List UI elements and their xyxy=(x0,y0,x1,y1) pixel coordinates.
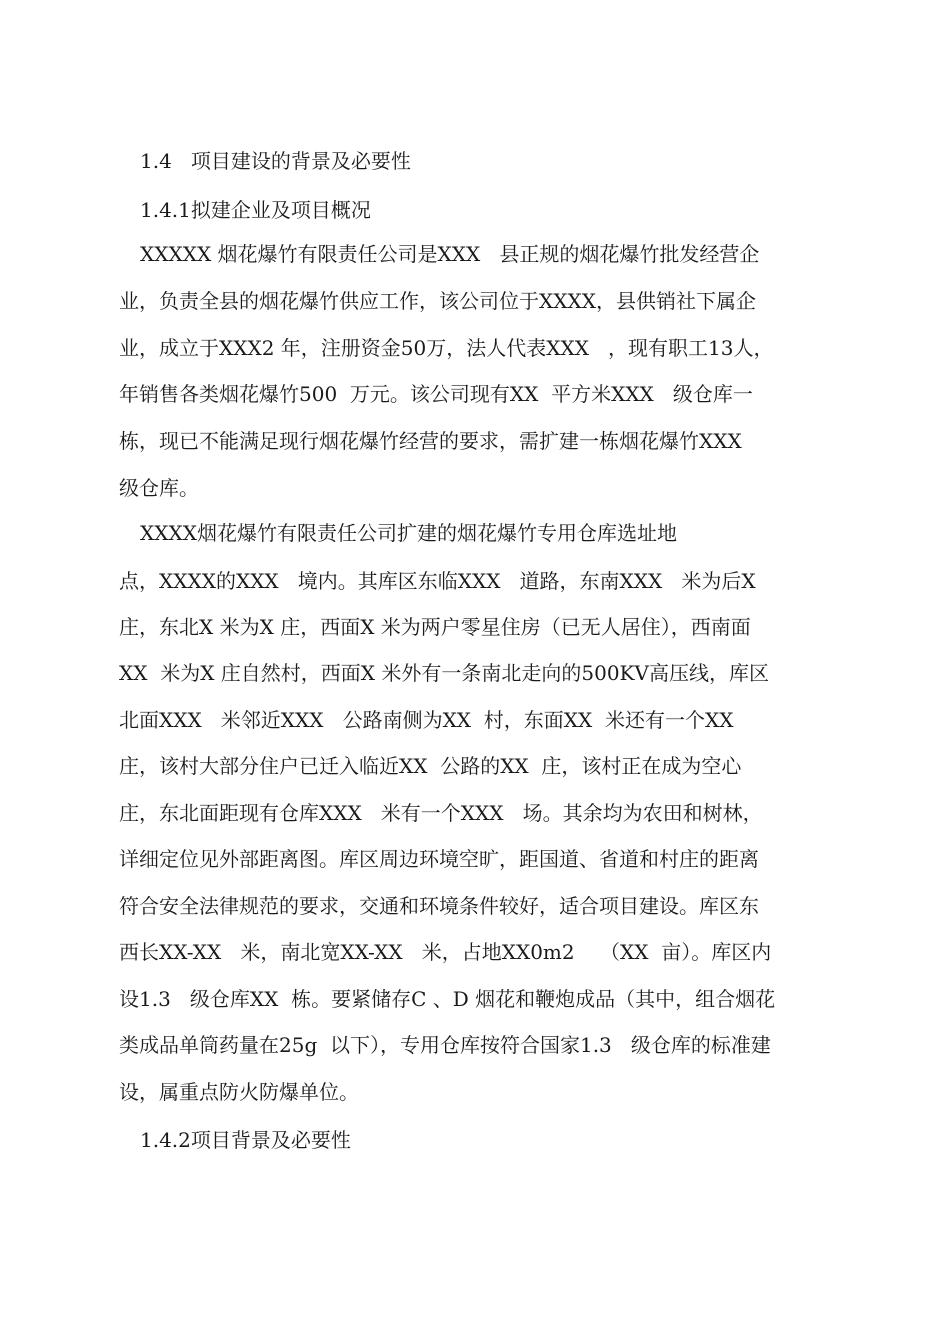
paragraph-line: 庄，东北面距现有仓库XXX 米有一个XXX 场。其余均为农田和树林， xyxy=(119,801,763,825)
paragraph-line: 设，属重点防火防爆单位。 xyxy=(119,1080,359,1104)
subsection-heading-1-4-2: 1.4.2项目背景及必要性 xyxy=(140,1128,351,1152)
paragraph-line: 设1.3 级仓库XX 栋。要紧储存C 、D 烟花和鞭炮成品（其中，组合烟花 xyxy=(119,987,776,1011)
paragraph-line: 类成品单筒药量在25g 以下），专用仓库按符合国家1.3 级仓库的标准建 xyxy=(119,1033,771,1057)
paragraph-line: 西长XX-XX 米，南北宽XX-XX 米，占地XX0m2 （XX 亩）。库区内 xyxy=(119,940,772,964)
paragraph-line: XXXXX 烟花爆竹有限责任公司是XXX 县正规的烟花爆竹批发经营企 xyxy=(140,242,760,266)
section-heading-1-4: 1.4 项目建设的背景及必要性 xyxy=(140,149,411,173)
paragraph-line: 北面XXX 米邻近XXX 公路南侧为XX 村，东面XX 米还有一个XX xyxy=(119,708,734,732)
paragraph-line: 级仓库。 xyxy=(119,476,199,500)
paragraph-line: 详细定位见外部距离图。库区周边环境空旷，距国道、省道和村庄的距离 xyxy=(119,847,759,871)
paragraph-line: 业，成立于XXX2 年，注册资金50万，法人代表XXX ，现有职工13人， xyxy=(119,336,774,360)
paragraph-line: 点，XXXX的XXX 境内。其库区东临XXX 道路，东南XXX 米为后X xyxy=(119,569,756,593)
paragraph-line: 业，负责全县的烟花爆竹供应工作，该公司位于XXXX，县供销社下属企 xyxy=(119,289,756,313)
paragraph-line: XX 米为X 庄自然村，西面X 米外有一条南北走向的500KV高压线，库区 xyxy=(119,661,769,685)
paragraph-line: 庄，该村大部分住户已迁入临近XX 公路的XX 庄，该村正在成为空心 xyxy=(119,754,742,778)
paragraph-line: XXXX烟花爆竹有限责任公司扩建的烟花爆竹专用仓库选址地 xyxy=(140,521,677,545)
paragraph-line: 栋，现已不能满足现行烟花爆竹经营的要求，需扩建一栋烟花爆竹XXX xyxy=(119,429,742,453)
paragraph-line: 庄，东北X 米为X 庄，西面X 米为两户零星住房（已无人居住），西南面 xyxy=(119,615,751,639)
paragraph-line: 年销售各类烟花爆竹500 万元。该公司现有XX 平方米XXX 级仓库一 xyxy=(119,382,753,406)
subsection-heading-1-4-1: 1.4.1拟建企业及项目概况 xyxy=(140,198,371,222)
paragraph-line: 符合安全法律规范的要求，交通和环境条件较好，适合项目建设。库区东 xyxy=(119,894,759,918)
